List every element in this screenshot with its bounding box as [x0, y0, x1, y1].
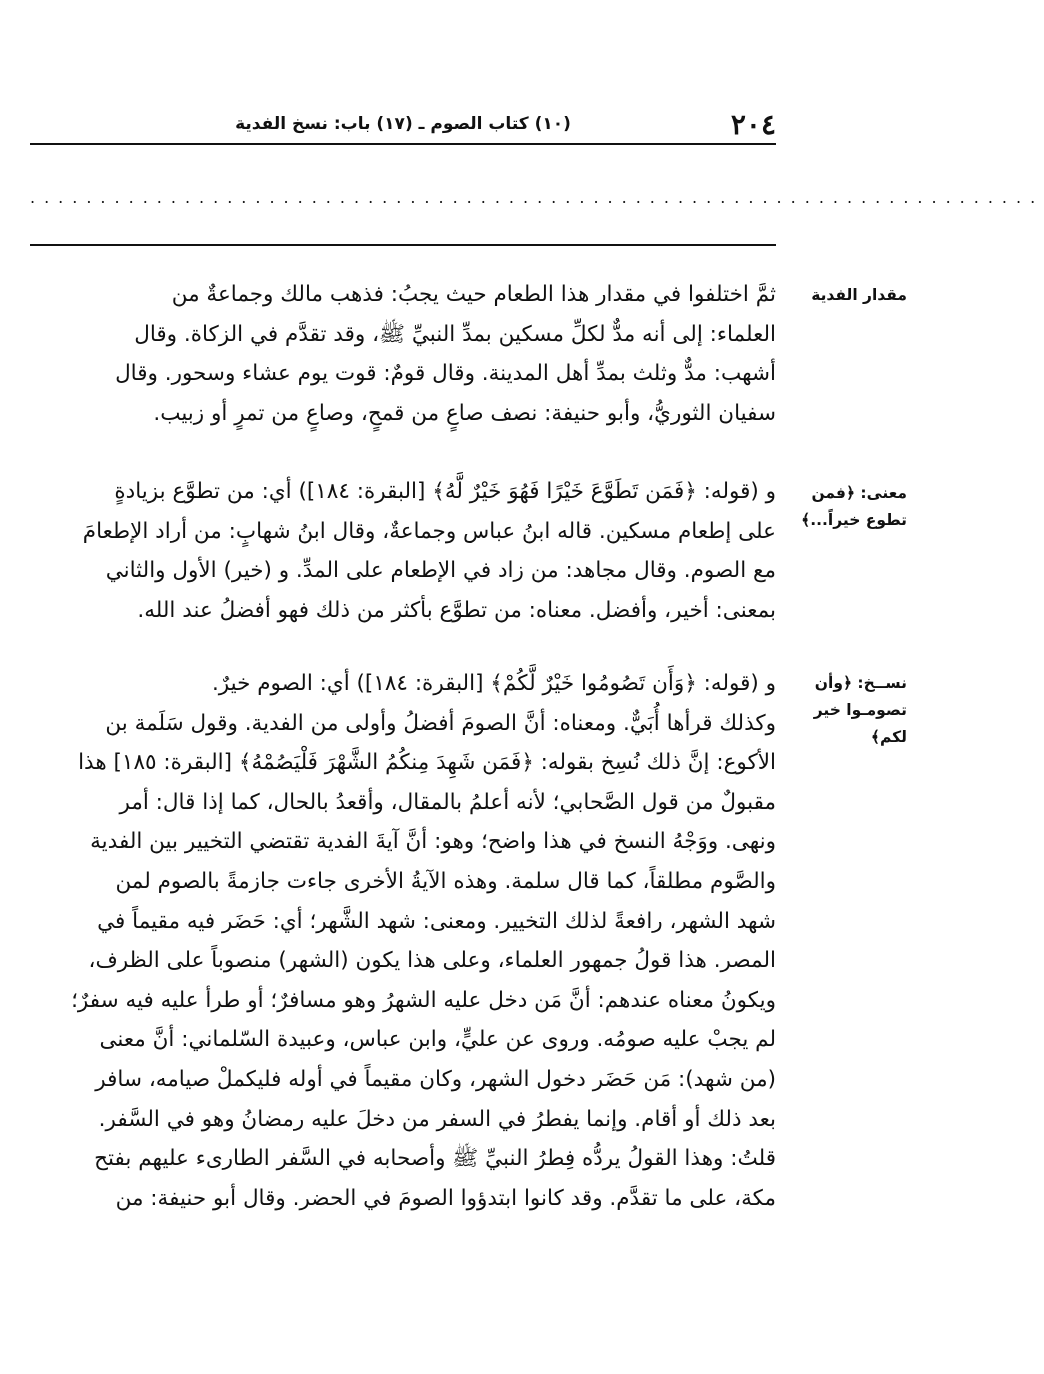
margin-note-fidya-amount: مقدار الفدية	[811, 286, 907, 304]
text-line: سفيان الثوريُّ، وأبو حنيفة: نصف صاعٍ من قمحٍ، وصاعٍ من تمرٍ أو زبيب.	[153, 400, 776, 426]
text-line: مقبولٌ من قول الصَّحابي؛ لأنه أعلمُ بالمقال، وأقعدُ بالحال، كما إذا قال: أمر	[119, 789, 776, 815]
text-line: بعد ذلك أو أقام. وإنما يفطرُ في السفر من دخلَ عليه رمضانُ وهو في السَّفر.	[98, 1106, 776, 1132]
running-head: (١٠) كتاب الصوم ـ (١٧) باب: نسخ الفدية	[235, 114, 571, 134]
separator-dots: ........................................................................	[30, 188, 1044, 207]
text-line: الأكوع: إنَّ ذلك نُسِخ بقوله: ﴿فَمَن شَهِدَ مِنكُمُ الشَّهْرَ فَلْيَصُمْهُ﴾ [البقرة: ١٨٥] هذا	[78, 750, 776, 776]
text-line: قلتُ: وهذا القولُ يردُّه فِطرُ النبيِّ ﷺ وأصحابه في السَّفر الطارىء عليهم بفتح	[94, 1146, 776, 1172]
page-header	[30, 108, 776, 142]
text-line: مكة، على ما تقدَّم. وقد كانوا ابتدؤوا الصومَ في الحضر. وقال أبو حنيفة: من	[115, 1185, 776, 1211]
text-line: بمعنى: أخير، وأفضل. معناه: من تطوَّع بأكثر من ذلك فهو أفضلُ عند الله.	[137, 597, 776, 623]
text-line: و (قوله: ﴿فَمَن تَطَوَّعَ خَيْرًا فَهُوَ خَيْرٌ لَّهُ﴾ [البقرة: ١٨٤]) أي: من تطوَّع بزيادةٍ	[114, 479, 776, 504]
text-line: وكذلك قرأها أُبَيٌّ. ومعناه: أنَّ الصومَ أفضلُ وأولى من الفدية. وقول سَلَمة بن	[105, 710, 776, 736]
text-line: (من شهد): مَن حَضَر دخول الشهر، وكان مقيماً في أوله فليكملْ صيامه، سافر	[95, 1066, 776, 1092]
paragraph-voluntary-meaning	[30, 472, 776, 630]
text-line: والصَّوم مطلقاً، كما قال سلمة. وهذه الآيةُ الأخرى جاءت جازمةً بالصوم لمن	[115, 868, 776, 894]
text-line: ثمَّ اختلفوا في مقدار هذا الطعام حيث يجبُ: فذهب مالك وجماعةٌ من	[171, 282, 776, 307]
text-line: المصر. هذا قولُ جمهور العلماء، وعلى هذا يكون (الشهر) منصوباً على الظرف،	[88, 948, 776, 974]
text-line: على إطعام مسكين. قاله ابنُ عباس وجماعةٌ، وقال ابنُ شهابٍ: من أراد الإطعامَ	[82, 518, 776, 544]
text-line: ونهى. ووَجْهُ النسخ في هذا واضح؛ وهو: أنَّ آيةَ الفدية تقتضي التخيير بين الفدية	[90, 829, 776, 855]
text-line: العلماء: إلى أنه مدٌّ لكلِّ مسكين بمدِّ النبيِّ ﷺ، وقد تقدَّم في الزكاة. وقال	[134, 321, 776, 347]
text-line: لم يجبْ عليه صومُه. وروى عن عليٍّ، وابن عباس، وعبيدة السّلماني: أنَّ معنى	[99, 1027, 776, 1053]
text-line: أشهب: مدٌّ وثلث بمدِّ أهل المدينة. وقال قومٌ: قوت يوم عشاء وسحور. وقال	[115, 361, 776, 387]
text-line: شهد الشهر، رافعةً لذلك التخيير. ومعنى: شهد الشَّهر؛ أي: حَضَر فيه مقيماً في	[97, 908, 776, 934]
margin-note-voluntary-meaning: معنى: ﴿فمن تطوع خيراً...﴾	[801, 484, 907, 529]
text-line: و (قوله: ﴿وَأَن تَصُومُوا خَيْرٌ لَّكُمْ﴾ [البقرة: ١٨٤]) أي: الصوم خيرٌ.	[211, 671, 776, 696]
header-rule	[30, 143, 776, 145]
paragraph-fidya-amount	[30, 275, 776, 433]
text-line: مع الصوم. وقال مجاهد: من زاد في الإطعام على المدِّ. و (خير) الأول والثاني	[105, 558, 776, 584]
paragraph-abrogation	[30, 664, 776, 1218]
text-line: ويكونُ معناه عندهم: أنَّ مَن دخل عليه الشهرُ وهو مسافرٌ؛ أو طرأ عليه فيه سفرٌ؛	[71, 987, 776, 1013]
margin-note-abrogation: نســخ: ﴿وأن تصومـوا خير لكم﴾	[813, 674, 907, 746]
page-number: ٢٠٤	[730, 108, 776, 141]
section-rule	[30, 244, 776, 246]
